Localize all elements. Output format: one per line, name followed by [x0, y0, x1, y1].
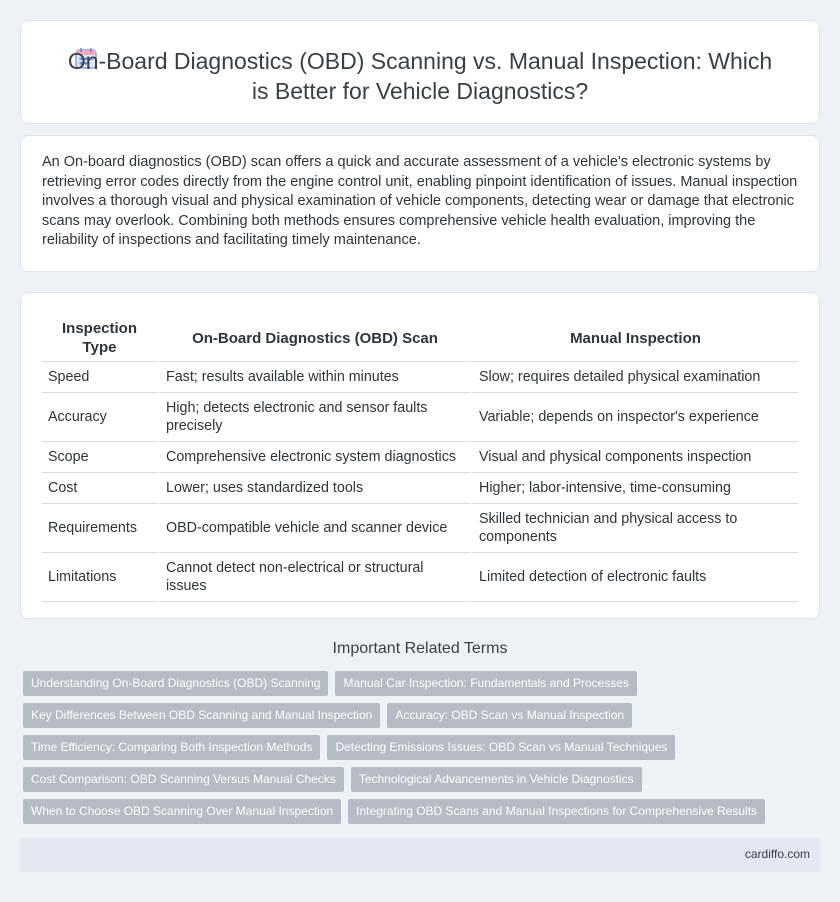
manual-cell: Skilled technician and physical access to components [470, 504, 798, 553]
manual-cell: Variable; depends on inspector's experience [470, 393, 798, 442]
table-row [42, 362, 798, 393]
related-term-tag[interactable]: Accuracy: OBD Scan vs Manual Inspection [387, 703, 632, 728]
related-term-tag[interactable]: Manual Car Inspection: Fundamentals and Processes [335, 671, 637, 696]
obd-cell: Comprehensive electronic system diagnostics [157, 442, 470, 473]
obd-cell: OBD-compatible vehicle and scanner device [157, 504, 470, 553]
row-label: Scope [42, 442, 157, 473]
header-obd-scan: On-Board Diagnostics (OBD) Scan [157, 315, 470, 362]
related-terms-list [23, 671, 823, 831]
manual-cell: Limited detection of electronic faults [470, 553, 798, 602]
intro-paragraph: An On-board diagnostics (OBD) scan offers a quick and accurate assessment of a vehicle's electronic systems by retrieving error codes directly from the engine control unit, enabling pinpoint identification of issues. Manual inspection involves a thorough visual and physical examination of vehicle components, detecting wear or damage that electronic scans may overlook. Combining both methods ensures comprehensive vehicle health evaluation, improving the reliability of inspections and facilitating timely maintenance. [42, 154, 798, 248]
table-header-row [42, 315, 798, 362]
obd-cell: Fast; results available within minutes [157, 362, 470, 393]
related-term-tag[interactable]: Key Differences Between OBD Scanning and Manual Inspection [23, 703, 380, 728]
related-term-tag[interactable]: Cost Comparison: OBD Scanning Versus Manual Checks [23, 767, 344, 792]
related-term-tag[interactable]: When to Choose OBD Scanning Over Manual Inspection [23, 799, 341, 824]
row-label: Speed [42, 362, 157, 393]
table-row [42, 473, 798, 504]
manual-cell: Higher; labor-intensive, time-consuming [470, 473, 798, 504]
manual-cell: Slow; requires detailed physical examination [470, 362, 798, 393]
row-label: Cost [42, 473, 157, 504]
obd-cell: High; detects electronic and sensor faults precisely [157, 393, 470, 442]
related-term-tag[interactable]: Technological Advancements in Vehicle Diagnostics [351, 767, 642, 792]
table-row [42, 393, 798, 442]
comparison-card [20, 292, 820, 619]
intro-card [20, 135, 820, 272]
table-row [42, 442, 798, 473]
page-title: On-Board Diagnostics (OBD) Scanning vs. Manual Inspection: Which is Better for Vehicle Diagnostics? [67, 48, 773, 104]
table-row [42, 553, 798, 602]
header-inspection-type: Inspection Type [42, 315, 157, 362]
row-label: Accuracy [42, 393, 157, 442]
table-row [42, 504, 798, 553]
footer-site-link[interactable]: cardiffo.com [744, 847, 810, 861]
related-terms-heading: Important Related Terms [332, 640, 508, 657]
row-label: Requirements [42, 504, 157, 553]
row-label: Limitations [42, 553, 157, 602]
related-term-tag[interactable]: Integrating OBD Scans and Manual Inspections for Comprehensive Results [348, 799, 765, 824]
related-term-tag[interactable]: Time Efficiency: Comparing Both Inspection Methods [23, 735, 320, 760]
comparison-table [42, 315, 798, 602]
related-term-tag[interactable]: Detecting Emissions Issues: OBD Scan vs Manual Techniques [327, 735, 675, 760]
header-manual-inspection: Manual Inspection [470, 315, 798, 362]
manual-cell: Visual and physical components inspection [470, 442, 798, 473]
obd-cell: Lower; uses standardized tools [157, 473, 470, 504]
footer [20, 838, 820, 872]
obd-cell: Cannot detect non-electrical or structural issues [157, 553, 470, 602]
title-card [20, 20, 820, 124]
related-term-tag[interactable]: Understanding On-Board Diagnostics (OBD) Scanning [23, 671, 328, 696]
